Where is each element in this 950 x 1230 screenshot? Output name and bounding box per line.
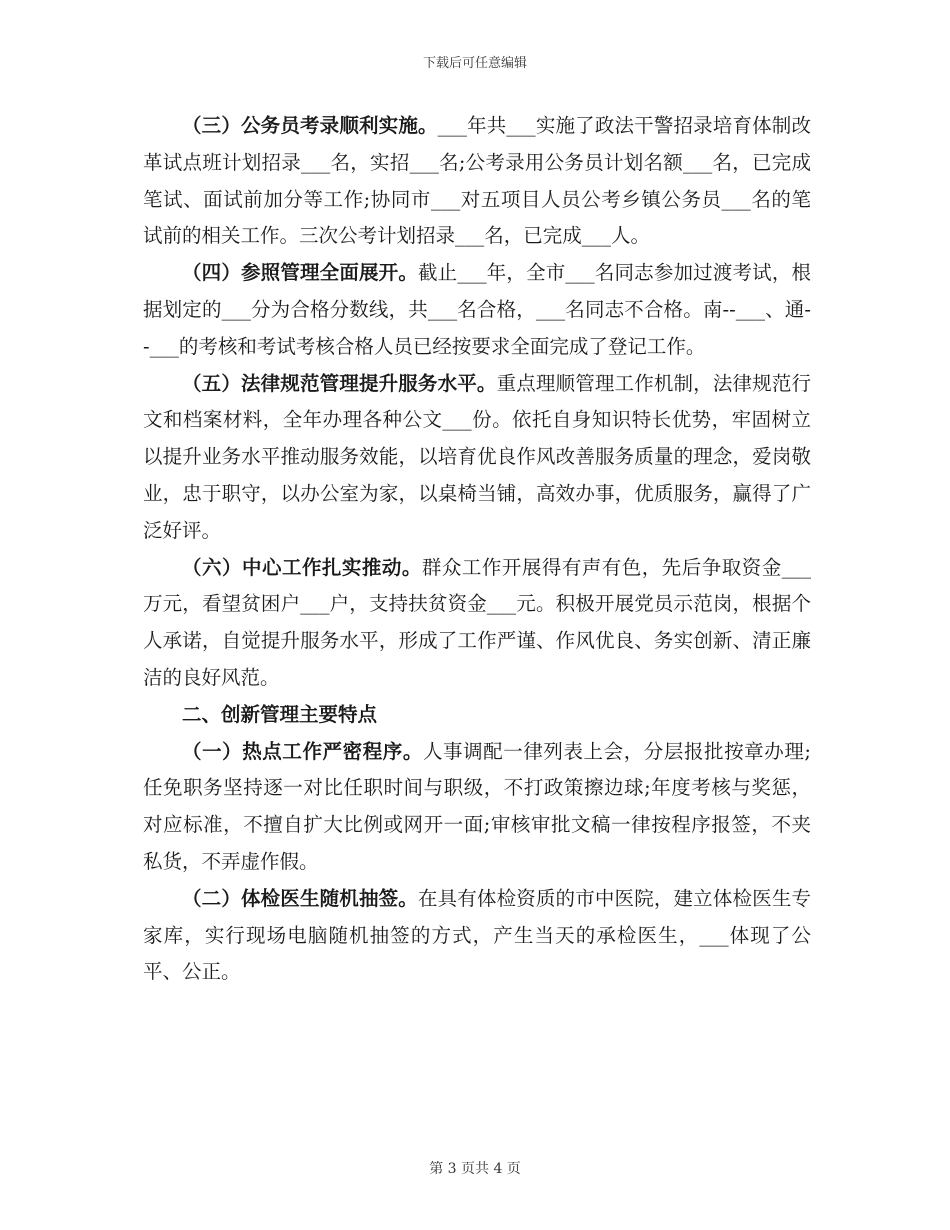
paragraph-text: 在具有体检资质的市中医院，建立体检医生专家库，实行现场电脑随机抽签的方式，产生当天的承检医生，___体现了公平、公正。 (143, 886, 811, 984)
paragraph-heading: （一）热点工作严密程序。 (182, 739, 423, 763)
paragraph-heading: （五）法律规范管理提升服务水平。 (182, 371, 497, 395)
section-heading (143, 697, 811, 734)
paragraph-7 (143, 734, 811, 881)
page-header: 下载后可任意编辑 (422, 56, 527, 71)
paragraph-4 (143, 255, 811, 365)
paragraph-text: 人事调配一律列表上会，分层报批按章办理;任免职务坚持逐一对比任职时间与职级，不打政策擦边球;年度考核与奖惩，对应标准，不擅自扩大比例或网开一面;审核审批文稿一律按程序报签，不夹私货，不弄虚作假。 (143, 739, 811, 873)
paragraph-6 (143, 550, 811, 697)
page-footer: 第 3 页共 4 页 (429, 1161, 521, 1177)
section-heading-text: 二、创新管理主要特点 (182, 702, 378, 726)
paragraph-heading: （三）公务员考录顺利实施。 (182, 114, 438, 137)
paragraph-text: 群众工作开展得有声有色，先后争取资金___万元，看望贫困户___户，支持扶贫资金___元。积极开展党员示范岗，根据个人承诺，自觉提升服务水平，形成了工作严谨、作风优良、务实创新、清正廉洁的良好风范。 (143, 555, 811, 689)
document-body (143, 108, 811, 991)
paragraph-text: 截止___年，全市___名同志参加过渡考试，根据划定的___分为合格分数线，共___名合格，___名同志不合格。南--___、通--___的考核和考试考核合格人员已经按要求全面完成了登记工作。 (143, 261, 811, 358)
paragraph-5 (143, 366, 811, 550)
paragraph-8 (143, 881, 811, 991)
paragraph-heading: （四）参照管理全面展开。 (182, 261, 418, 285)
paragraph-heading: （六）中心工作扎实推动。 (182, 555, 422, 579)
paragraph-3 (143, 108, 811, 255)
paragraph-text: 重点理顺管理工作机制，法律规范行文和档案材料，全年办理各种公文___份。依托自身知识特长优势，牢固树立以提升业务水平推动服务效能，以培育优良作风改善服务质量的理念，爱岗敬业，忠于职守，以办公室为家，以桌椅当铺，高效办事，优质服务，赢得了广泛好评。 (143, 371, 811, 542)
paragraph-heading: （二）体检医生随机抽签。 (182, 886, 418, 910)
paragraph-text: ___年共___实施了政法干警招录培育体制改革试点班计划招录___名，实招___名;公考录用公务员计划名额___名，已完成笔试、面试前加分等工作;协同市___对五项目人员公考乡镇公务员___名的笔试前的相关工作。三次公考计划招录___名，已完成___人。 (143, 114, 811, 248)
